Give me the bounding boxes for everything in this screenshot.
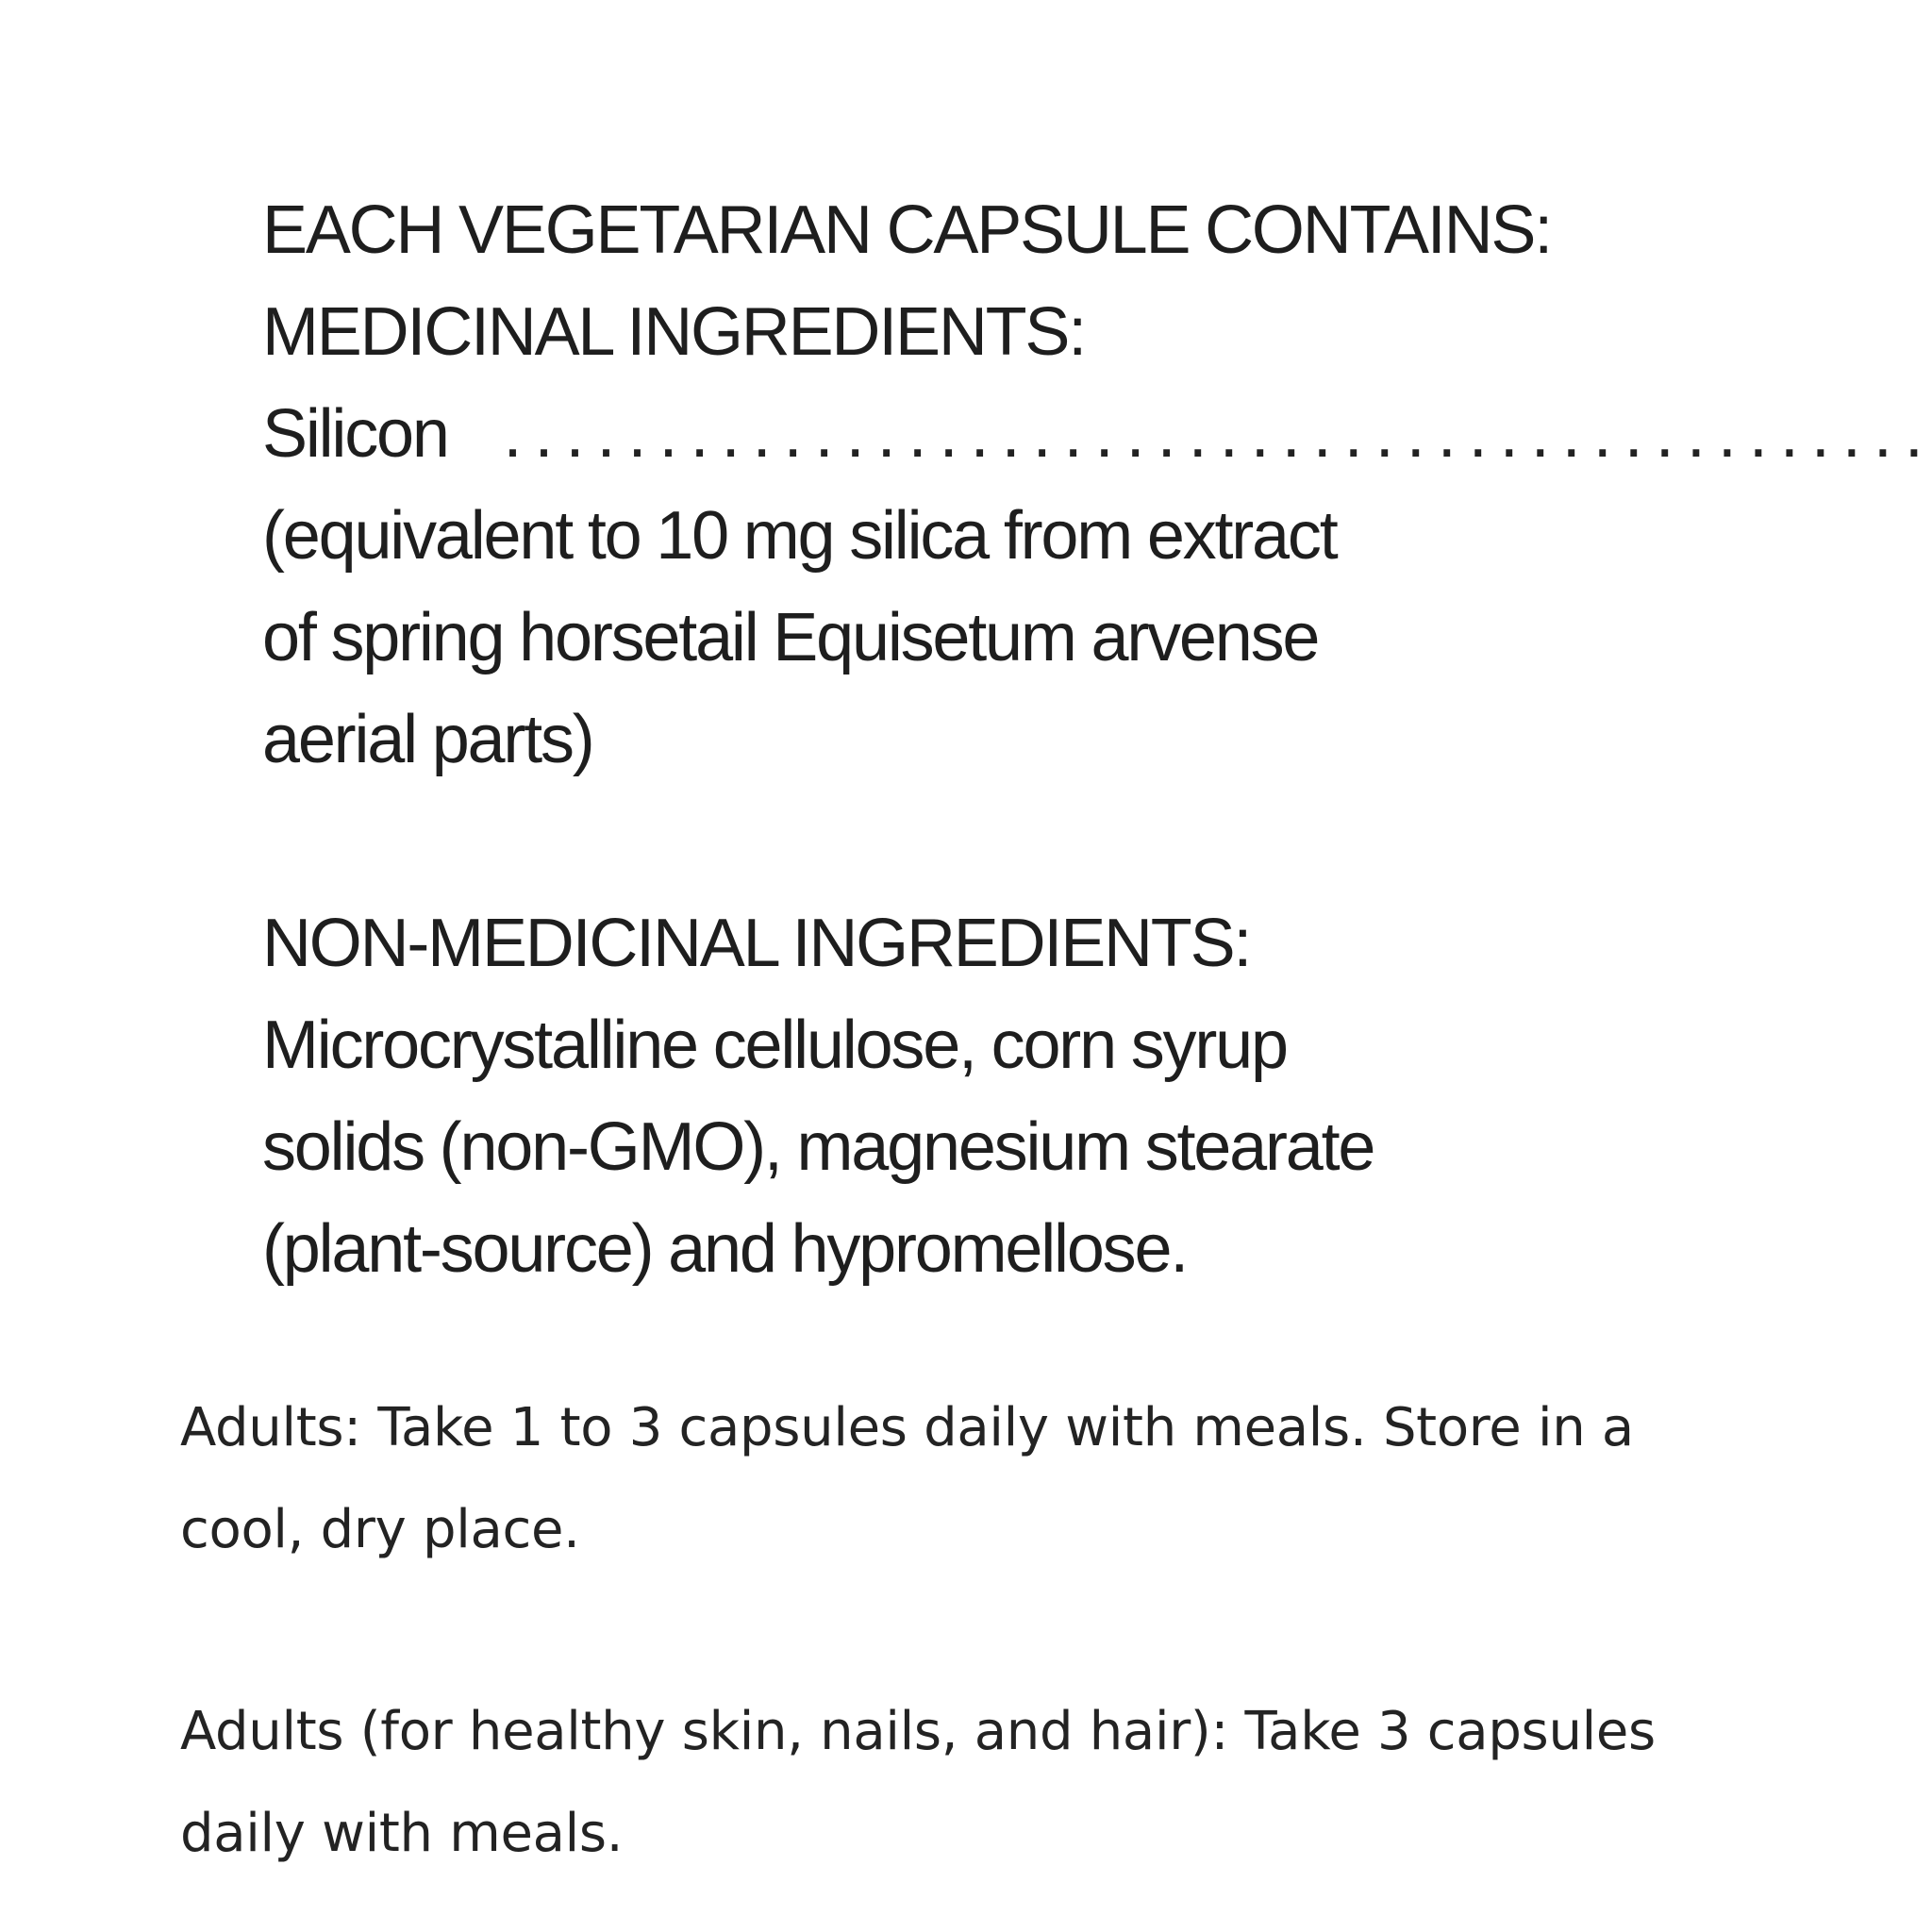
directions-paragraph-skin-nails-hair xyxy=(180,1681,1784,1885)
ingredient-row-silicon xyxy=(262,383,1559,485)
directions-line: cool, dry place. xyxy=(180,1499,580,1560)
supplement-label-image xyxy=(262,179,1602,1300)
equivalent-line: aerial parts) xyxy=(262,702,593,777)
medicinal-ingredients-heading: MEDICINAL INGREDIENTS: xyxy=(262,294,1086,370)
equivalent-line: of spring horsetail Equisetum arvense xyxy=(262,600,1319,675)
label-heading: EACH VEGETARIAN CAPSULE CONTAINS: xyxy=(262,192,1552,268)
directions-line: Adults (for healthy skin, nails, and hair): Take 3 capsules xyxy=(180,1701,1656,1762)
equivalent-line: (equivalent to 10 mg silica from extract xyxy=(262,498,1337,574)
non-medicinal-line: solids (non-GMO), magnesium stearate xyxy=(262,1109,1374,1185)
dot-leader xyxy=(504,396,1932,472)
non-medicinal-ingredients-heading: NON-MEDICINAL INGREDIENTS: xyxy=(262,906,1251,981)
directions-paragraph-general xyxy=(180,1377,1784,1581)
directions-line: daily with meals. xyxy=(180,1803,624,1864)
directions-line: Adults: Take 1 to 3 capsules daily with meals. Store in a xyxy=(180,1397,1634,1458)
ingredient-name: Silicon xyxy=(262,396,448,472)
section-spacer xyxy=(262,791,1602,892)
non-medicinal-line: Microcrystalline cellulose, corn syrup xyxy=(262,1008,1287,1083)
non-medicinal-line: (plant-source) and hypromellose. xyxy=(262,1211,1188,1287)
